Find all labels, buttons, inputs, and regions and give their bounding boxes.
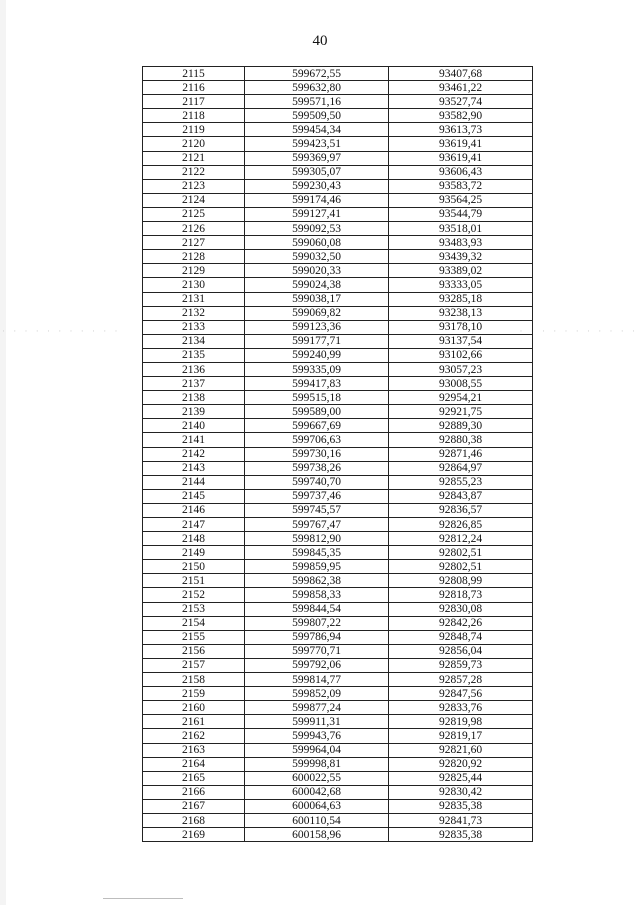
- table-row: [143, 433, 533, 447]
- y-coordinate-cell: 93527,74: [389, 95, 533, 109]
- point-number-cell: 2160: [143, 701, 245, 715]
- y-coordinate-cell: 92857,28: [389, 673, 533, 687]
- x-coordinate-cell: 599032,50: [245, 250, 389, 264]
- x-coordinate-cell: 599174,46: [245, 193, 389, 207]
- x-coordinate-cell: 599423,51: [245, 137, 389, 151]
- x-coordinate-cell: 599964,04: [245, 743, 389, 757]
- table-row: [143, 222, 533, 236]
- point-number-cell: 2128: [143, 250, 245, 264]
- table-row: [143, 207, 533, 221]
- y-coordinate-cell: 93285,18: [389, 292, 533, 306]
- y-coordinate-cell: 92836,57: [389, 503, 533, 517]
- point-number-cell: 2152: [143, 588, 245, 602]
- x-coordinate-cell: 599807,22: [245, 616, 389, 630]
- point-number-cell: 2125: [143, 207, 245, 221]
- point-number-cell: 2146: [143, 503, 245, 517]
- table-row: [143, 743, 533, 757]
- point-number-cell: 2156: [143, 644, 245, 658]
- scan-artifact-dots-left: · · · · · · · · · · ·: [2, 326, 121, 336]
- point-number-cell: 2163: [143, 743, 245, 757]
- table-row: [143, 799, 533, 813]
- table-row: [143, 546, 533, 560]
- point-number-cell: 2133: [143, 320, 245, 334]
- x-coordinate-cell: 600158,96: [245, 828, 389, 842]
- point-number-cell: 2121: [143, 151, 245, 165]
- x-coordinate-cell: 599667,69: [245, 419, 389, 433]
- table-row: [143, 588, 533, 602]
- y-coordinate-cell: 93389,02: [389, 264, 533, 278]
- point-number-cell: 2150: [143, 560, 245, 574]
- y-coordinate-cell: 92808,99: [389, 574, 533, 588]
- y-coordinate-cell: 92864,97: [389, 461, 533, 475]
- x-coordinate-cell: 599943,76: [245, 729, 389, 743]
- point-number-cell: 2141: [143, 433, 245, 447]
- y-coordinate-cell: 92954,21: [389, 391, 533, 405]
- table-row: [143, 560, 533, 574]
- x-coordinate-cell: 599305,07: [245, 165, 389, 179]
- point-number-cell: 2145: [143, 489, 245, 503]
- x-coordinate-cell: 599092,53: [245, 222, 389, 236]
- table-row: [143, 602, 533, 616]
- table-row: [143, 137, 533, 151]
- x-coordinate-cell: 599417,83: [245, 377, 389, 391]
- y-coordinate-cell: 93238,13: [389, 306, 533, 320]
- y-coordinate-cell: 92841,73: [389, 813, 533, 827]
- x-coordinate-cell: 599792,06: [245, 658, 389, 672]
- x-coordinate-cell: 599738,26: [245, 461, 389, 475]
- point-number-cell: 2120: [143, 137, 245, 151]
- point-number-cell: 2143: [143, 461, 245, 475]
- table-row: [143, 447, 533, 461]
- point-number-cell: 2154: [143, 616, 245, 630]
- point-number-cell: 2134: [143, 334, 245, 348]
- table-row: [143, 67, 533, 81]
- point-number-cell: 2140: [143, 419, 245, 433]
- y-coordinate-cell: 92830,08: [389, 602, 533, 616]
- x-coordinate-cell: 599844,54: [245, 602, 389, 616]
- y-coordinate-cell: 92859,73: [389, 658, 533, 672]
- table-row: [143, 179, 533, 193]
- y-coordinate-cell: 93544,79: [389, 207, 533, 221]
- table-row: [143, 348, 533, 362]
- y-coordinate-cell: 92819,17: [389, 729, 533, 743]
- x-coordinate-cell: 599335,09: [245, 362, 389, 376]
- point-number-cell: 2167: [143, 799, 245, 813]
- point-number-cell: 2117: [143, 95, 245, 109]
- x-coordinate-cell: 599862,38: [245, 574, 389, 588]
- x-coordinate-cell: 599038,17: [245, 292, 389, 306]
- x-coordinate-cell: 599786,94: [245, 630, 389, 644]
- table-row: [143, 813, 533, 827]
- y-coordinate-cell: 92855,23: [389, 475, 533, 489]
- table-row: [143, 630, 533, 644]
- y-coordinate-cell: 92826,85: [389, 518, 533, 532]
- point-number-cell: 2139: [143, 405, 245, 419]
- y-coordinate-cell: 92820,92: [389, 757, 533, 771]
- x-coordinate-cell: 599852,09: [245, 687, 389, 701]
- table-row: [143, 193, 533, 207]
- table-row: [143, 334, 533, 348]
- table-row: [143, 123, 533, 137]
- point-number-cell: 2148: [143, 532, 245, 546]
- point-number-cell: 2149: [143, 546, 245, 560]
- point-number-cell: 2161: [143, 715, 245, 729]
- y-coordinate-cell: 93606,43: [389, 165, 533, 179]
- table-row: [143, 532, 533, 546]
- point-number-cell: 2142: [143, 447, 245, 461]
- x-coordinate-cell: 599814,77: [245, 673, 389, 687]
- table-row: [143, 771, 533, 785]
- point-number-cell: 2151: [143, 574, 245, 588]
- table-row: [143, 616, 533, 630]
- table-row: [143, 109, 533, 123]
- x-coordinate-cell: 599998,81: [245, 757, 389, 771]
- y-coordinate-cell: 93582,90: [389, 109, 533, 123]
- x-coordinate-cell: 599454,34: [245, 123, 389, 137]
- table-row: [143, 320, 533, 334]
- y-coordinate-cell: 92871,46: [389, 447, 533, 461]
- table-row: [143, 405, 533, 419]
- point-number-cell: 2123: [143, 179, 245, 193]
- table-row: [143, 377, 533, 391]
- table-row: [143, 574, 533, 588]
- y-coordinate-cell: 93518,01: [389, 222, 533, 236]
- table-row: [143, 701, 533, 715]
- y-coordinate-cell: 93564,25: [389, 193, 533, 207]
- table-row: [143, 785, 533, 799]
- y-coordinate-cell: 93583,72: [389, 179, 533, 193]
- x-coordinate-cell: 599127,41: [245, 207, 389, 221]
- x-coordinate-cell: 599230,43: [245, 179, 389, 193]
- point-number-cell: 2169: [143, 828, 245, 842]
- y-coordinate-cell: 93407,68: [389, 67, 533, 81]
- y-coordinate-cell: 93178,10: [389, 320, 533, 334]
- table-row: [143, 729, 533, 743]
- table-row: [143, 278, 533, 292]
- x-coordinate-cell: 599240,99: [245, 348, 389, 362]
- point-number-cell: 2116: [143, 81, 245, 95]
- y-coordinate-cell: 92835,38: [389, 828, 533, 842]
- x-coordinate-cell: 599730,16: [245, 447, 389, 461]
- x-coordinate-cell: 600110,54: [245, 813, 389, 827]
- y-coordinate-cell: 92821,60: [389, 743, 533, 757]
- point-number-cell: 2138: [143, 391, 245, 405]
- coordinates-table: [142, 66, 533, 842]
- x-coordinate-cell: 599672,55: [245, 67, 389, 81]
- point-number-cell: 2131: [143, 292, 245, 306]
- table-row: [143, 81, 533, 95]
- x-coordinate-cell: 599571,16: [245, 95, 389, 109]
- point-number-cell: 2124: [143, 193, 245, 207]
- y-coordinate-cell: 92880,38: [389, 433, 533, 447]
- y-coordinate-cell: 93439,32: [389, 250, 533, 264]
- y-coordinate-cell: 92802,51: [389, 546, 533, 560]
- y-coordinate-cell: 92812,24: [389, 532, 533, 546]
- x-coordinate-cell: 600022,55: [245, 771, 389, 785]
- y-coordinate-cell: 92842,26: [389, 616, 533, 630]
- y-coordinate-cell: 93619,41: [389, 151, 533, 165]
- table-row: [143, 236, 533, 250]
- table-row: [143, 503, 533, 517]
- table-row: [143, 95, 533, 109]
- table-row: [143, 362, 533, 376]
- table-row: [143, 151, 533, 165]
- y-coordinate-cell: 92856,04: [389, 644, 533, 658]
- point-number-cell: 2115: [143, 67, 245, 81]
- table-row: [143, 489, 533, 503]
- y-coordinate-cell: 92825,44: [389, 771, 533, 785]
- x-coordinate-cell: 599369,97: [245, 151, 389, 165]
- page-number: 40: [312, 33, 328, 49]
- y-coordinate-cell: 92921,75: [389, 405, 533, 419]
- point-number-cell: 2155: [143, 630, 245, 644]
- x-coordinate-cell: 599509,50: [245, 109, 389, 123]
- point-number-cell: 2159: [143, 687, 245, 701]
- table-row: [143, 250, 533, 264]
- x-coordinate-cell: 599877,24: [245, 701, 389, 715]
- point-number-cell: 2157: [143, 658, 245, 672]
- y-coordinate-cell: 93102,66: [389, 348, 533, 362]
- scan-artifact-dots-right: · · · · · · · · · · ·: [519, 326, 638, 336]
- x-coordinate-cell: 599060,08: [245, 236, 389, 250]
- table-row: [143, 306, 533, 320]
- point-number-cell: 2132: [143, 306, 245, 320]
- point-number-cell: 2147: [143, 518, 245, 532]
- point-number-cell: 2162: [143, 729, 245, 743]
- table-row: [143, 391, 533, 405]
- point-number-cell: 2119: [143, 123, 245, 137]
- table-row: [143, 419, 533, 433]
- y-coordinate-cell: 93008,55: [389, 377, 533, 391]
- y-coordinate-cell: 92848,74: [389, 630, 533, 644]
- y-coordinate-cell: 93483,93: [389, 236, 533, 250]
- table-row: [143, 715, 533, 729]
- table-row: [143, 518, 533, 532]
- y-coordinate-cell: 93137,54: [389, 334, 533, 348]
- point-number-cell: 2165: [143, 771, 245, 785]
- point-number-cell: 2127: [143, 236, 245, 250]
- table-row: [143, 292, 533, 306]
- y-coordinate-cell: 92847,56: [389, 687, 533, 701]
- y-coordinate-cell: 92843,87: [389, 489, 533, 503]
- y-coordinate-cell: 92889,30: [389, 419, 533, 433]
- y-coordinate-cell: 92835,38: [389, 799, 533, 813]
- point-number-cell: 2166: [143, 785, 245, 799]
- point-number-cell: 2130: [143, 278, 245, 292]
- y-coordinate-cell: 92819,98: [389, 715, 533, 729]
- point-number-cell: 2158: [143, 673, 245, 687]
- y-coordinate-cell: 92830,42: [389, 785, 533, 799]
- x-coordinate-cell: 599737,46: [245, 489, 389, 503]
- y-coordinate-cell: 92818,73: [389, 588, 533, 602]
- table-row: [143, 687, 533, 701]
- table-row: [143, 461, 533, 475]
- table-row: [143, 828, 533, 842]
- table-row: [143, 658, 533, 672]
- point-number-cell: 2122: [143, 165, 245, 179]
- point-number-cell: 2129: [143, 264, 245, 278]
- x-coordinate-cell: 600042,68: [245, 785, 389, 799]
- table-row: [143, 264, 533, 278]
- x-coordinate-cell: 599911,31: [245, 715, 389, 729]
- x-coordinate-cell: 599770,71: [245, 644, 389, 658]
- x-coordinate-cell: 599177,71: [245, 334, 389, 348]
- point-number-cell: 2144: [143, 475, 245, 489]
- point-number-cell: 2168: [143, 813, 245, 827]
- x-coordinate-cell: 599812,90: [245, 532, 389, 546]
- y-coordinate-cell: 93461,22: [389, 81, 533, 95]
- x-coordinate-cell: 599589,00: [245, 405, 389, 419]
- point-number-cell: 2153: [143, 602, 245, 616]
- table-row: [143, 757, 533, 771]
- x-coordinate-cell: 599632,80: [245, 81, 389, 95]
- x-coordinate-cell: 599740,70: [245, 475, 389, 489]
- x-coordinate-cell: 599024,38: [245, 278, 389, 292]
- x-coordinate-cell: 599069,82: [245, 306, 389, 320]
- scan-artifact-line: [103, 898, 183, 899]
- x-coordinate-cell: 599858,33: [245, 588, 389, 602]
- x-coordinate-cell: 600064,63: [245, 799, 389, 813]
- x-coordinate-cell: 599767,47: [245, 518, 389, 532]
- y-coordinate-cell: 93057,23: [389, 362, 533, 376]
- y-coordinate-cell: 93333,05: [389, 278, 533, 292]
- table-row: [143, 673, 533, 687]
- x-coordinate-cell: 599859,95: [245, 560, 389, 574]
- table-row: [143, 475, 533, 489]
- point-number-cell: 2164: [143, 757, 245, 771]
- table-row: [143, 644, 533, 658]
- coordinates-table-body: [143, 67, 533, 842]
- point-number-cell: 2136: [143, 362, 245, 376]
- point-number-cell: 2137: [143, 377, 245, 391]
- x-coordinate-cell: 599515,18: [245, 391, 389, 405]
- x-coordinate-cell: 599123,36: [245, 320, 389, 334]
- point-number-cell: 2118: [143, 109, 245, 123]
- point-number-cell: 2126: [143, 222, 245, 236]
- point-number-cell: 2135: [143, 348, 245, 362]
- x-coordinate-cell: 599706,63: [245, 433, 389, 447]
- scan-edge-shadow: [0, 0, 6, 905]
- table-row: [143, 165, 533, 179]
- y-coordinate-cell: 92833,76: [389, 701, 533, 715]
- x-coordinate-cell: 599745,57: [245, 503, 389, 517]
- y-coordinate-cell: 93619,41: [389, 137, 533, 151]
- y-coordinate-cell: 92802,51: [389, 560, 533, 574]
- x-coordinate-cell: 599845,35: [245, 546, 389, 560]
- x-coordinate-cell: 599020,33: [245, 264, 389, 278]
- y-coordinate-cell: 93613,73: [389, 123, 533, 137]
